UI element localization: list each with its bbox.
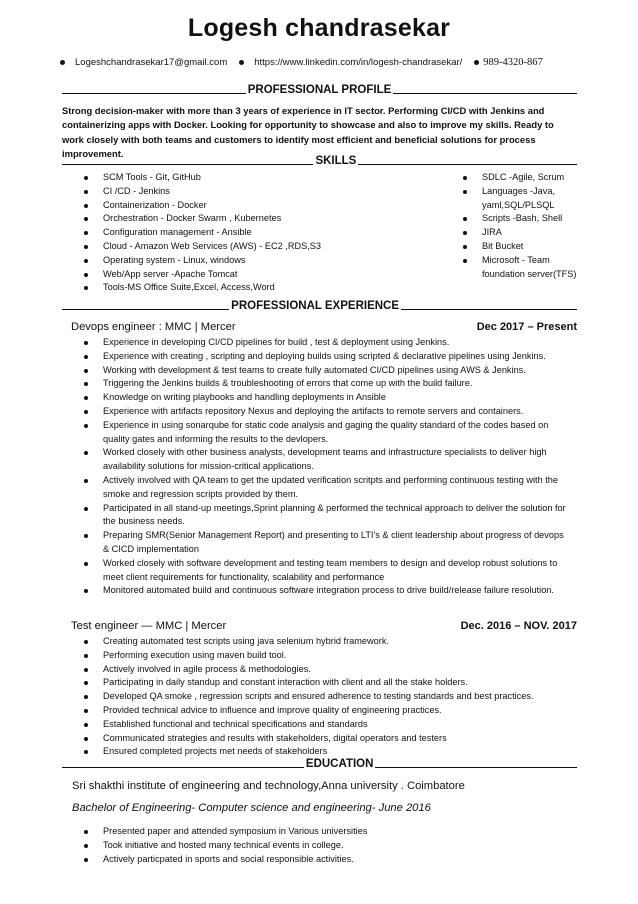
profile-summary: Strong decision-maker with more than 3 years of experience in IT sector. Performing CI/CD with Jenkins and containerizing apps with Docker. Looking for opportunity to showcase and also to improve my skills. Ready to work closely with both teams and customers to identify most efficient and beneficial solutions for process improvement. — [62, 105, 554, 160]
list-item: Cloud - Amazon Web Services (AWS) - EC2 ,RDS,S3 — [76, 240, 436, 254]
institution: Sri shakthi institute of engineering and technology,Anna university . Coimbatore — [72, 780, 465, 792]
linkedin-link[interactable]: https://www.linkedin.com/in/logesh-chandrasekar/ — [254, 57, 463, 68]
candidate-name: Logesh chandrasekar — [187, 14, 451, 42]
job-header — [71, 321, 577, 333]
list-item: Knowledge on writing playbooks and handling deployments in Ansible — [76, 391, 572, 405]
phone-text: 989-4320-867 — [483, 57, 543, 68]
divider — [358, 163, 577, 165]
education-section-header — [62, 758, 577, 770]
section-title: PROFESSIONAL EXPERIENCE — [231, 300, 400, 312]
job-header — [71, 620, 577, 632]
bullet-icon — [474, 60, 479, 65]
divider — [62, 163, 313, 165]
list-item: Developed QA smoke , regression scripts and ensured adherence to testing standards and best practices. — [76, 690, 572, 704]
job-dates: Dec. 2016 – NOV. 2017 — [460, 620, 577, 632]
list-item: Containerization - Docker — [76, 199, 436, 213]
list-item: Triggering the Jenkins builds & troubleshooting of errors that come up with the build failure. — [76, 377, 572, 391]
list-item: Microsoft - Team foundation server(TFS) — [455, 254, 580, 282]
skills-list-left — [76, 171, 436, 295]
list-item: Ensured completed projects met needs of stakeholders — [76, 745, 572, 759]
list-item: Actively involved with QA team to get the updated verification scritpts and performing continuous testing with the smoke and regression scripts provided by them. — [76, 474, 572, 502]
list-item: Experience in using sonarqube for static code analysis and gaging the quality standard of the codes based on quality gates and informing the results to the devlopers. — [76, 419, 572, 447]
divider — [62, 92, 246, 94]
list-item: Took initiative and hosted many technical events in college. — [76, 839, 572, 853]
list-item: Performing execution using maven build tool. — [76, 649, 572, 663]
list-item: Experience with creating , scripting and deploying builds using scripted & declarative pipelines using Jenkins. — [76, 350, 572, 364]
list-item: Preparing SMR(Senior Management Report) and presenting to LTI's & client leadership about progress of devops & CICD implementation — [76, 529, 572, 557]
list-item: Established functional and technical specifications and standards — [76, 718, 572, 732]
divider — [62, 766, 304, 768]
list-item: Communicated strategies and results with stakeholders, digital operators and testers — [76, 732, 572, 746]
list-item: Operating system - Linux, windows — [76, 254, 436, 268]
experience-section-header — [62, 300, 577, 312]
list-item: Web/App server -Apache Tomcat — [76, 268, 436, 282]
list-item: Experience with artifacts repository Nexus and deploying the artifacts to remote servers and containers. — [76, 405, 572, 419]
list-item: Actively involved in agile process & methodologies. — [76, 663, 572, 677]
list-item: CI /CD - Jenkins — [76, 185, 436, 199]
job-bullets — [76, 336, 572, 598]
skills-section-header — [62, 155, 577, 167]
list-item: Working with development & test teams to create fully automated CI/CD pipelines using AWS & Jenkins. — [76, 364, 572, 378]
list-item: Worked closely with other business analysts, development teams and infrastructure specialists to deliver high availability solutions for mission-critical applications. — [76, 446, 572, 474]
section-title: EDUCATION — [305, 758, 374, 770]
list-item: Scripts -Bash, Shell — [455, 212, 580, 226]
list-item: Configuration management - Ansible — [76, 226, 436, 240]
list-item: Experience in developing CI/CD pipelines for build , test & deployment using Jenkins. — [76, 336, 572, 350]
list-item: Participating in daily standup and constant interaction with client and all the stake holders. — [76, 676, 572, 690]
section-title: SKILLS — [315, 155, 357, 167]
skills-list-right — [455, 171, 580, 281]
job-title: Test engineer — MMC | Mercer — [71, 620, 227, 632]
list-item: Provided technical advice to influence and improve quality of engineering practices. — [76, 704, 572, 718]
divider — [401, 308, 577, 310]
list-item: JIRA — [455, 226, 580, 240]
job-dates: Dec 2017 – Present — [476, 321, 577, 333]
list-item: Bit Bucket — [455, 240, 580, 254]
divider — [375, 766, 577, 768]
list-item: Creating automated test scripts using java selenium hybrid framework. — [76, 635, 572, 649]
email-text[interactable]: Logeshchandrasekar17@gmail.com — [75, 57, 228, 68]
list-item: Orchestration - Docker Swarm , Kubernetes — [76, 212, 436, 226]
divider — [393, 92, 577, 94]
list-item: SDLC -Agile, Scrum — [455, 171, 580, 185]
list-item: Participated in all stand-up meetings,Sprint planning & performed the technical approach to deliver the solution for the business needs. — [76, 502, 572, 530]
list-item: SCM Tools - Git, GitHub — [76, 171, 436, 185]
education-activities — [76, 825, 572, 866]
contact-line — [60, 57, 600, 68]
divider — [62, 308, 229, 310]
section-title: PROFESSIONAL PROFILE — [247, 84, 392, 96]
bullet-icon — [60, 60, 65, 65]
list-item: Tools-MS Office Suite,Excel, Access,Word — [76, 281, 436, 295]
job-bullets — [76, 635, 572, 759]
job-title: Devops engineer : MMC | Mercer — [71, 321, 236, 333]
list-item: Worked closely with software development and testing team members to design and develop robust solutions to meet client requirements for functionality, scalability and performance — [76, 557, 572, 585]
list-item: Languages -Java, yaml,SQL/PLSQL — [455, 185, 580, 213]
profile-section-header — [62, 84, 577, 96]
list-item: Presented paper and attended symposium in Various universities — [76, 825, 572, 839]
list-item: Monitored automated build and continuous software integration process to drive build/release failure resolution. — [76, 584, 572, 598]
bullet-icon — [239, 60, 244, 65]
list-item: Actively particpated in sports and social responsible activities. — [76, 853, 572, 867]
degree: Bachelor of Engineering- Computer science and engineering- June 2016 — [72, 802, 431, 814]
